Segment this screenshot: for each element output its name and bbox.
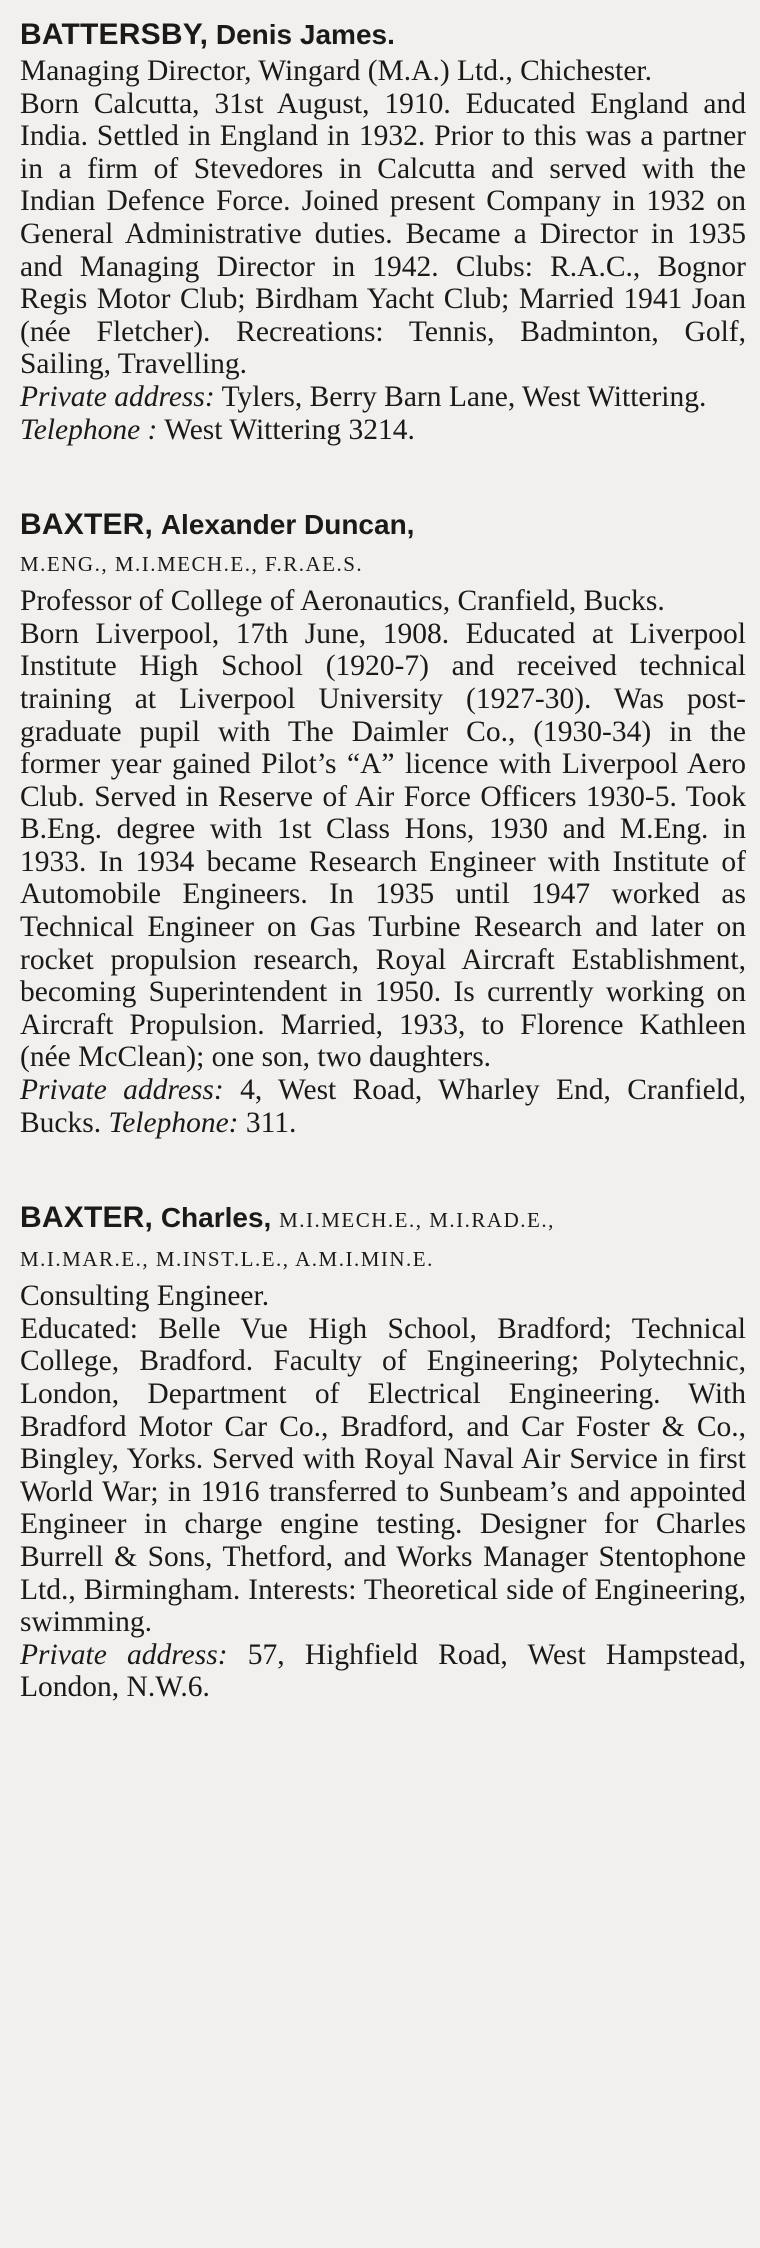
private-address-value: 4, West Road, Wharley End, Cranfield, Bucks.: [20, 1074, 747, 1139]
private-address-label: Private address:: [20, 1074, 224, 1107]
private-address-value: 57, Highfield Road, West Hampstead, London, N.W.6.: [20, 1638, 747, 1704]
entry-surname: BAXTER,: [20, 508, 154, 542]
entry-baxter-charles: [20, 1197, 746, 1704]
entry-given-names: Alexander Duncan,: [160, 509, 415, 541]
entry-telephone: [20, 414, 746, 447]
entry-biography: Born Calcutta, 31st August, 1910. Educated England and India. Settled in England in 1932. Prior to this was a partner in a firm of Stevedores in Calcutta and served with the Indian Defence Force. Joined present Company in 1932 on General Administrative duties. Became a Director in 1935 and Managing Director in 1942. Clubs: R.A.C., Bognor Regis Motor Club; Birdham Yacht Club; Married 1941 Joan (née Fletcher). Recreations: Tennis, Badminton, Golf, Sailing, Travelling.: [20, 87, 746, 381]
private-address-value: Tylers, Berry Barn Lane, West Wittering.: [221, 380, 707, 413]
telephone-value: West Wittering 3214.: [164, 413, 415, 446]
entry-surname: BATTERSBY,: [20, 18, 209, 51]
entry-heading: [20, 1197, 746, 1240]
telephone-label: Telephone :: [20, 413, 158, 446]
entry-position: Consulting Engineer.: [20, 1280, 270, 1313]
entry-private-address: [20, 1074, 746, 1139]
entry-biography: Born Liverpool, 17th June, 1908. Educated at Liverpool Institute High School (1920-7) and received technical training at Liverpool University (1927-30). Was post-graduate pupil with The Daimler Co., (1930-34) in the former year gained Pilot’s “A” licence with Liverpool Aero Club. Served in Reserve of Air Force Officers 1930-5. Took B.Eng. degree with 1st Class Hons, 1930 and M.Eng. in 1933. In 1934 became Research Engineer with Institute of Automobile Engineers. In 1935 until 1947 worked as Technical Engineer on Gas Turbine Research and later on rocket propulsion research, Royal Aircraft Establishment, becoming Superintendent in 1950. Is currently working on Aircraft Propulsion. Married, 1933, to Florence Kathleen (née McClean); one son, two daughters.: [20, 617, 746, 1074]
telephone-label: Telephone:: [108, 1106, 239, 1139]
private-address-label: Private address:: [20, 380, 215, 413]
entry-heading: [20, 14, 746, 55]
entry-qualifications: M.ENG., M.I.MECH.E., F.R.AE.S.: [20, 552, 364, 577]
private-address-label: Private address:: [20, 1638, 228, 1671]
telephone-value: 311.: [245, 1106, 297, 1139]
entry-baxter-alexander: [20, 504, 746, 1139]
entry-private-address: [20, 381, 746, 414]
entry-biography: Educated: Belle Vue High School, Bradford; Technical College, Bradford. Faculty of Engineering; Polytechnic, London, Department of Electrical Engineering. With Bradford Motor Car Co., Bradford, and Car Foster & Co., Bingley, Yorks. Served with Royal Naval Air Service in first World War; in 1916 transferred to Sunbeam’s and appointed Engineer in charge engine testing. Designer for Charles Burrell & Sons, Thetford, and Works Manager Stentophone Ltd., Birmingham. Interests: Theoretical side of Engineering, swimming.: [20, 1312, 746, 1639]
entry-position: Professor of College of Aeronautics, Cranfield, Bucks.: [20, 585, 665, 618]
entry-battersby: [20, 14, 746, 446]
entry-qualifications-inline: M.I.MECH.E., M.I.RAD.E.,: [279, 1208, 555, 1233]
entry-surname: BAXTER,: [20, 1201, 154, 1235]
entry-given-names: Charles,: [160, 1202, 272, 1234]
entry-private-address: [20, 1639, 746, 1704]
entry-position: Managing Director, Wingard (M.A.) Ltd., Chichester.: [20, 55, 653, 87]
entry-given-names: Denis James.: [215, 19, 395, 50]
entry-heading: [20, 504, 746, 545]
entry-qualifications: M.I.MAR.E., M.INST.L.E., A.M.I.MIN.E.: [20, 1247, 434, 1272]
